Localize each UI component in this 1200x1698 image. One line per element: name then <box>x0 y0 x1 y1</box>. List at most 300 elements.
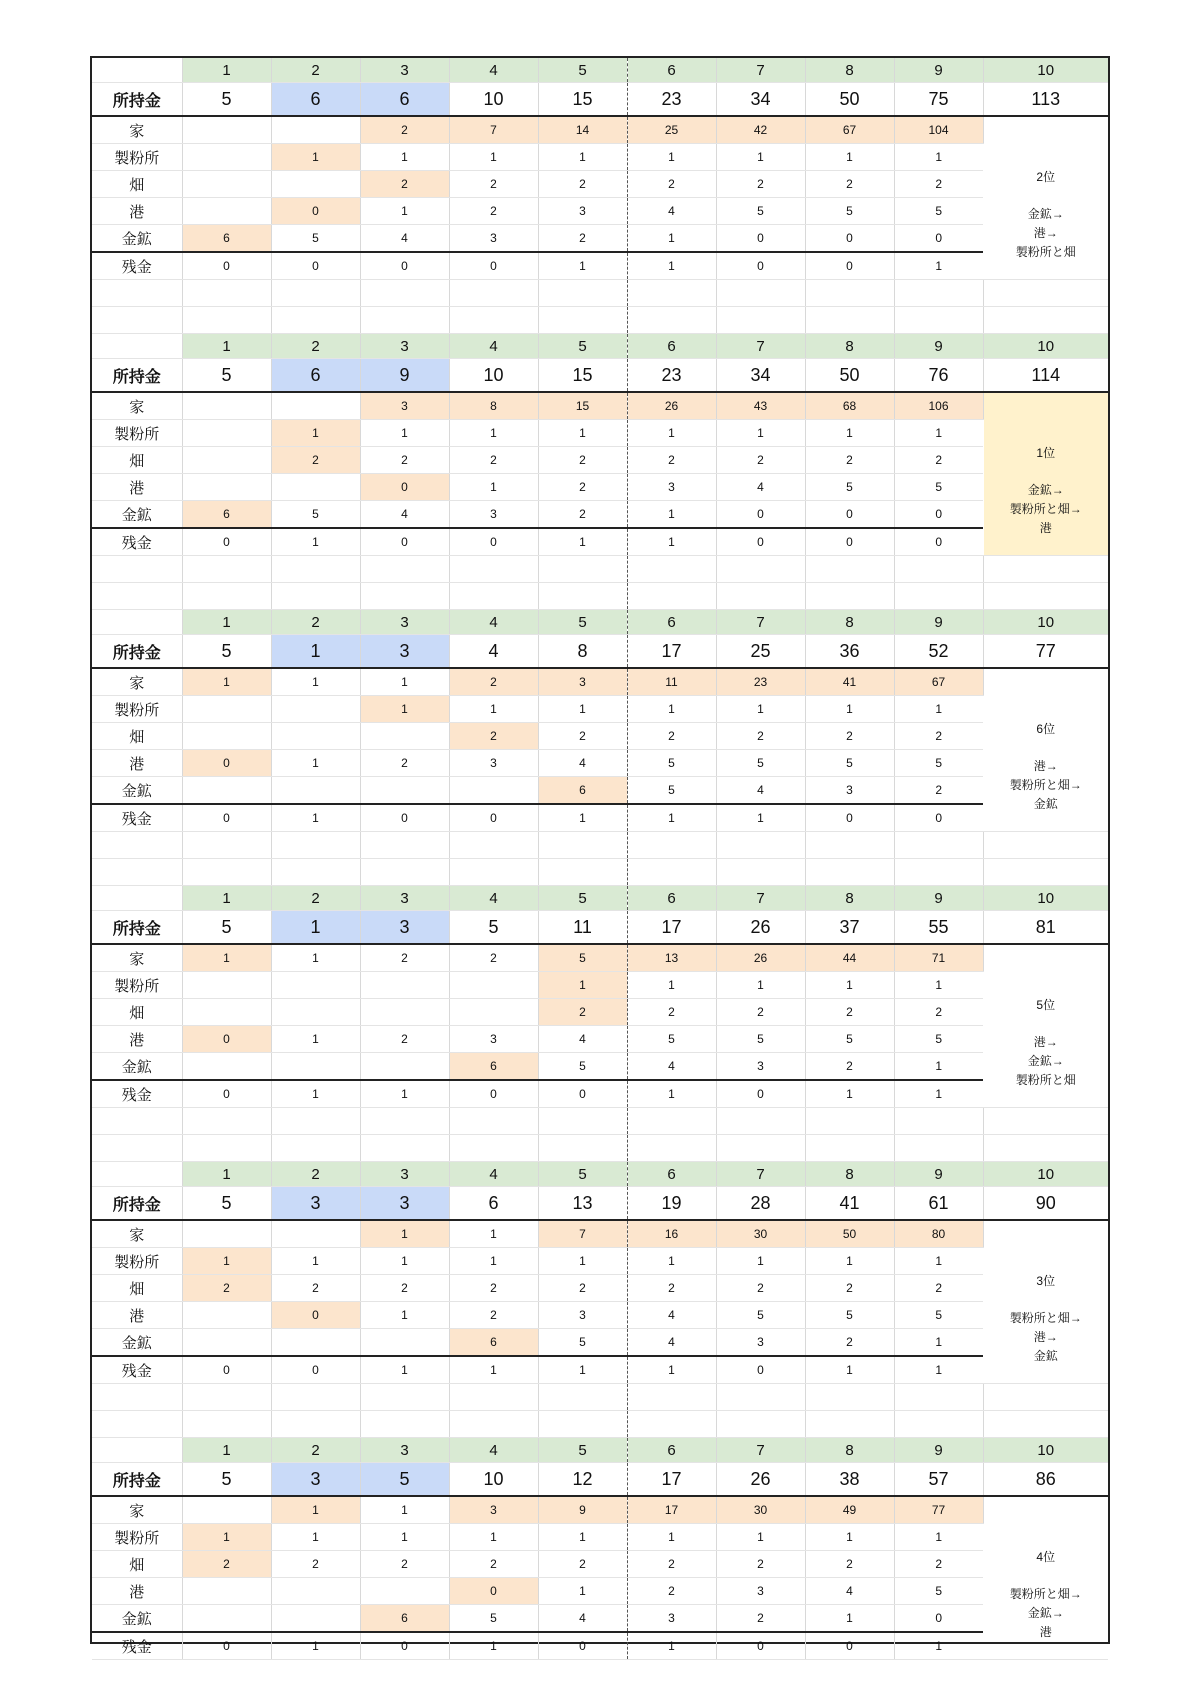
money-value: 36 <box>805 635 894 669</box>
row-balance <box>92 1356 1108 1384</box>
value-cell: 1 <box>627 528 716 556</box>
row-field <box>92 447 1108 474</box>
value-cell: 1 <box>538 420 627 447</box>
value-cell <box>271 1605 360 1633</box>
value-cell: 0 <box>805 501 894 529</box>
money-value: 4 <box>449 635 538 669</box>
value-cell <box>182 1605 271 1633</box>
value-cell: 13 <box>627 944 716 972</box>
row-label: 金鉱 <box>92 1605 182 1633</box>
ranking-summary-cell <box>983 1220 1108 1384</box>
turn-number: 2 <box>271 1438 360 1463</box>
turn-number: 10 <box>983 334 1108 359</box>
value-cell <box>182 1578 271 1605</box>
value-cell: 1 <box>627 501 716 529</box>
money-row <box>92 911 1108 945</box>
value-cell: 2 <box>360 1275 449 1302</box>
value-cell <box>182 420 271 447</box>
value-cell: 3 <box>716 1053 805 1081</box>
empty-cell <box>538 832 627 859</box>
money-row <box>92 83 1108 117</box>
value-cell: 1 <box>271 420 360 447</box>
build-order-step: 港 <box>1039 521 1052 535</box>
value-cell: 2 <box>894 171 983 198</box>
value-cell: 1 <box>271 944 360 972</box>
value-cell: 23 <box>716 668 805 696</box>
value-cell: 3 <box>805 777 894 805</box>
money-label: 所持金 <box>92 911 182 945</box>
turn-number: 7 <box>716 58 805 83</box>
empty-cell <box>627 1411 716 1438</box>
rank-label: 1位 <box>1036 446 1056 460</box>
value-cell: 2 <box>538 1551 627 1578</box>
value-cell: 6 <box>538 777 627 805</box>
value-cell <box>360 1329 449 1357</box>
empty-cell <box>271 1108 360 1135</box>
value-cell <box>182 723 271 750</box>
value-cell: 4 <box>716 777 805 805</box>
empty-cell <box>538 1108 627 1135</box>
value-cell: 1 <box>360 1302 449 1329</box>
row-mine <box>92 777 1108 805</box>
value-cell: 2 <box>716 447 805 474</box>
empty-cell <box>449 583 538 610</box>
row-label: 家 <box>92 1496 182 1524</box>
row-label: 畑 <box>92 171 182 198</box>
value-cell <box>360 1053 449 1081</box>
money-value: 6 <box>271 83 360 117</box>
value-cell: 3 <box>449 501 538 529</box>
spacer-row <box>92 1108 1108 1135</box>
empty-cell <box>627 1384 716 1411</box>
value-cell: 6 <box>182 225 271 253</box>
turn-number: 1 <box>182 610 271 635</box>
empty-cell <box>627 583 716 610</box>
value-cell: 43 <box>716 392 805 420</box>
value-cell: 2 <box>449 944 538 972</box>
value-cell <box>271 1220 360 1248</box>
money-value: 5 <box>182 1463 271 1497</box>
build-order-step: 製粉所と畑→ <box>1009 778 1082 792</box>
value-cell: 1 <box>449 474 538 501</box>
turn-number: 6 <box>627 1162 716 1187</box>
value-cell <box>182 1302 271 1329</box>
empty-cell <box>92 1411 182 1438</box>
value-cell: 0 <box>360 474 449 501</box>
value-cell: 1 <box>182 944 271 972</box>
value-cell: 2 <box>716 723 805 750</box>
value-cell: 2 <box>894 1551 983 1578</box>
value-cell <box>360 972 449 999</box>
value-cell: 15 <box>538 392 627 420</box>
value-cell: 6 <box>449 1329 538 1357</box>
empty-cell <box>627 1135 716 1162</box>
empty-cell <box>182 583 271 610</box>
turn-number: 10 <box>983 58 1108 83</box>
value-cell: 5 <box>271 225 360 253</box>
value-cell: 1 <box>538 1578 627 1605</box>
value-cell: 5 <box>716 750 805 777</box>
empty-cell <box>92 1135 182 1162</box>
value-cell: 8 <box>449 392 538 420</box>
value-cell: 1 <box>271 528 360 556</box>
value-cell: 1 <box>360 1080 449 1108</box>
empty-cell <box>182 1108 271 1135</box>
value-cell: 3 <box>627 474 716 501</box>
value-cell: 0 <box>182 252 271 280</box>
empty-cell <box>271 1411 360 1438</box>
value-cell <box>182 1496 271 1524</box>
value-cell: 2 <box>360 944 449 972</box>
empty-cell <box>360 1108 449 1135</box>
spreadsheet-page <box>90 56 1110 1656</box>
value-cell: 2 <box>449 171 538 198</box>
value-cell: 1 <box>538 1248 627 1275</box>
money-value: 3 <box>360 911 449 945</box>
value-cell <box>182 1053 271 1081</box>
money-value: 75 <box>894 83 983 117</box>
money-value: 15 <box>538 359 627 393</box>
value-cell: 1 <box>627 1356 716 1384</box>
empty-cell <box>716 1108 805 1135</box>
turn-number: 1 <box>182 1438 271 1463</box>
value-cell <box>182 171 271 198</box>
money-value: 25 <box>716 635 805 669</box>
empty-cell <box>182 307 271 334</box>
empty-cell <box>271 1135 360 1162</box>
rank-label: 5位 <box>1036 998 1056 1012</box>
empty-cell <box>894 1384 983 1411</box>
value-cell <box>360 999 449 1026</box>
simulation-block-6 <box>92 1438 1108 1660</box>
empty-cell <box>449 1108 538 1135</box>
value-cell <box>449 777 538 805</box>
value-cell: 2 <box>805 1275 894 1302</box>
empty-cell <box>182 280 271 307</box>
value-cell: 2 <box>805 171 894 198</box>
empty-cell <box>360 280 449 307</box>
value-cell: 5 <box>716 1302 805 1329</box>
row-field <box>92 723 1108 750</box>
turn-number: 7 <box>716 334 805 359</box>
turn-number: 5 <box>538 334 627 359</box>
build-order-step: 港→ <box>1033 226 1058 240</box>
value-cell: 5 <box>894 474 983 501</box>
value-cell: 1 <box>716 144 805 171</box>
value-cell: 68 <box>805 392 894 420</box>
value-cell: 2 <box>360 1026 449 1053</box>
value-cell: 2 <box>360 1551 449 1578</box>
turn-number: 8 <box>805 58 894 83</box>
row-balance <box>92 528 1108 556</box>
value-cell: 4 <box>360 225 449 253</box>
money-value: 13 <box>538 1187 627 1221</box>
value-cell: 3 <box>716 1329 805 1357</box>
value-cell <box>182 696 271 723</box>
money-row <box>92 1187 1108 1221</box>
money-label: 所持金 <box>92 1187 182 1221</box>
build-order-step: 港→ <box>1033 759 1058 773</box>
value-cell <box>271 474 360 501</box>
empty-cell <box>894 280 983 307</box>
value-cell: 2 <box>360 447 449 474</box>
value-cell <box>182 198 271 225</box>
value-cell: 80 <box>894 1220 983 1248</box>
empty-cell <box>894 859 983 886</box>
row-label: 港 <box>92 750 182 777</box>
value-cell: 2 <box>894 447 983 474</box>
empty-cell <box>983 1135 1108 1162</box>
money-row <box>92 359 1108 393</box>
value-cell: 0 <box>182 1632 271 1660</box>
turn-number: 3 <box>360 886 449 911</box>
empty-cell <box>983 1411 1108 1438</box>
empty-cell <box>716 556 805 583</box>
row-field <box>92 171 1108 198</box>
money-value: 5 <box>360 1463 449 1497</box>
turn-number: 2 <box>271 334 360 359</box>
empty-cell <box>627 556 716 583</box>
value-cell: 0 <box>894 1605 983 1633</box>
ranking-summary-cell <box>983 668 1108 832</box>
row-label: 家 <box>92 668 182 696</box>
value-cell: 2 <box>538 225 627 253</box>
value-cell: 1 <box>805 1080 894 1108</box>
value-cell: 42 <box>716 116 805 144</box>
value-cell: 1 <box>627 252 716 280</box>
value-cell: 1 <box>449 1220 538 1248</box>
value-cell: 77 <box>894 1496 983 1524</box>
empty-cell <box>449 1411 538 1438</box>
money-value: 5 <box>182 911 271 945</box>
value-cell: 0 <box>182 1026 271 1053</box>
empty-cell <box>449 859 538 886</box>
value-cell: 1 <box>627 1080 716 1108</box>
money-value: 52 <box>894 635 983 669</box>
value-cell <box>271 777 360 805</box>
turn-number: 10 <box>983 1438 1108 1463</box>
row-mill <box>92 972 1108 999</box>
money-value: 5 <box>182 1187 271 1221</box>
row-balance <box>92 252 1108 280</box>
empty-cell <box>894 1108 983 1135</box>
value-cell: 1 <box>449 1356 538 1384</box>
value-cell <box>271 116 360 144</box>
value-cell: 2 <box>538 501 627 529</box>
spacer-row <box>92 280 1108 307</box>
corner-cell <box>92 1162 182 1187</box>
turn-number: 9 <box>894 334 983 359</box>
empty-cell <box>983 280 1108 307</box>
turn-number: 3 <box>360 610 449 635</box>
row-label: 製粉所 <box>92 972 182 999</box>
turn-number: 4 <box>449 610 538 635</box>
corner-cell <box>92 610 182 635</box>
value-cell: 2 <box>360 116 449 144</box>
value-cell: 104 <box>894 116 983 144</box>
turn-number: 7 <box>716 610 805 635</box>
money-value: 10 <box>449 1463 538 1497</box>
value-cell: 17 <box>627 1496 716 1524</box>
empty-cell <box>716 583 805 610</box>
empty-cell <box>983 556 1108 583</box>
value-cell: 0 <box>449 252 538 280</box>
turn-number: 8 <box>805 886 894 911</box>
empty-cell <box>538 1411 627 1438</box>
value-cell: 0 <box>449 1578 538 1605</box>
empty-cell <box>182 859 271 886</box>
money-value: 5 <box>182 83 271 117</box>
value-cell: 1 <box>360 1356 449 1384</box>
row-label: 港 <box>92 198 182 225</box>
value-cell: 1 <box>360 668 449 696</box>
value-cell: 0 <box>271 252 360 280</box>
money-label: 所持金 <box>92 635 182 669</box>
money-label: 所持金 <box>92 359 182 393</box>
money-value: 17 <box>627 911 716 945</box>
empty-cell <box>271 1384 360 1411</box>
value-cell: 4 <box>360 501 449 529</box>
money-value: 50 <box>805 83 894 117</box>
value-cell <box>182 144 271 171</box>
turn-number: 4 <box>449 1162 538 1187</box>
turn-header-row <box>92 58 1108 83</box>
empty-cell <box>627 1108 716 1135</box>
turn-number: 3 <box>360 1162 449 1187</box>
row-port <box>92 1302 1108 1329</box>
value-cell: 1 <box>627 225 716 253</box>
simulation-block-4 <box>92 886 1108 1162</box>
value-cell: 1 <box>360 1248 449 1275</box>
value-cell: 5 <box>805 474 894 501</box>
value-cell: 2 <box>449 668 538 696</box>
row-label: 畑 <box>92 447 182 474</box>
value-cell: 2 <box>716 1275 805 1302</box>
row-house <box>92 1496 1108 1524</box>
value-cell: 1 <box>271 1632 360 1660</box>
spacer-row <box>92 859 1108 886</box>
value-cell: 0 <box>805 252 894 280</box>
value-cell: 2 <box>538 171 627 198</box>
spacer-row <box>92 832 1108 859</box>
empty-cell <box>894 1135 983 1162</box>
value-cell: 1 <box>271 1248 360 1275</box>
money-value: 10 <box>449 359 538 393</box>
value-cell: 5 <box>627 750 716 777</box>
turn-number: 2 <box>271 886 360 911</box>
corner-cell <box>92 58 182 83</box>
value-cell: 5 <box>894 1026 983 1053</box>
row-balance <box>92 1080 1108 1108</box>
value-cell: 5 <box>627 1026 716 1053</box>
value-cell: 26 <box>716 944 805 972</box>
empty-cell <box>360 832 449 859</box>
value-cell: 1 <box>716 420 805 447</box>
value-cell: 2 <box>894 999 983 1026</box>
row-mine <box>92 1605 1108 1633</box>
value-cell: 0 <box>182 528 271 556</box>
empty-cell <box>360 307 449 334</box>
value-cell <box>182 999 271 1026</box>
value-cell <box>271 972 360 999</box>
value-cell: 0 <box>360 252 449 280</box>
row-label: 畑 <box>92 1551 182 1578</box>
value-cell: 6 <box>360 1605 449 1633</box>
ranking-summary-cell <box>983 392 1108 556</box>
row-balance <box>92 804 1108 832</box>
value-cell: 0 <box>271 1356 360 1384</box>
value-cell: 1 <box>360 198 449 225</box>
turn-number: 5 <box>538 1438 627 1463</box>
empty-cell <box>538 859 627 886</box>
empty-cell <box>627 832 716 859</box>
empty-cell <box>182 556 271 583</box>
money-value: 114 <box>983 359 1108 393</box>
turn-number: 3 <box>360 58 449 83</box>
row-mill <box>92 1248 1108 1275</box>
empty-cell <box>360 859 449 886</box>
empty-cell <box>360 1135 449 1162</box>
money-value: 3 <box>360 1187 449 1221</box>
row-mill <box>92 1524 1108 1551</box>
value-cell: 5 <box>716 1026 805 1053</box>
empty-cell <box>983 832 1108 859</box>
value-cell: 2 <box>894 723 983 750</box>
empty-cell <box>983 307 1108 334</box>
empty-cell <box>538 556 627 583</box>
build-order-step: 港 <box>1039 1625 1052 1639</box>
value-cell: 3 <box>449 1026 538 1053</box>
empty-cell <box>449 1135 538 1162</box>
value-cell: 2 <box>894 1275 983 1302</box>
turn-number: 5 <box>538 58 627 83</box>
value-cell: 3 <box>716 1578 805 1605</box>
row-label: 畑 <box>92 723 182 750</box>
value-cell: 6 <box>449 1053 538 1081</box>
empty-cell <box>271 832 360 859</box>
turn-number: 8 <box>805 1162 894 1187</box>
money-value: 15 <box>538 83 627 117</box>
value-cell: 16 <box>627 1220 716 1248</box>
value-cell: 1 <box>805 696 894 723</box>
value-cell: 2 <box>538 474 627 501</box>
empty-cell <box>182 832 271 859</box>
empty-cell <box>894 1411 983 1438</box>
money-value: 28 <box>716 1187 805 1221</box>
value-cell: 2 <box>538 447 627 474</box>
empty-cell <box>92 307 182 334</box>
turn-number: 3 <box>360 334 449 359</box>
value-cell: 2 <box>449 1275 538 1302</box>
money-value: 19 <box>627 1187 716 1221</box>
empty-cell <box>805 556 894 583</box>
value-cell: 1 <box>716 972 805 999</box>
turn-header-row <box>92 610 1108 635</box>
empty-cell <box>894 583 983 610</box>
value-cell: 1 <box>627 1524 716 1551</box>
value-cell: 2 <box>360 750 449 777</box>
value-cell: 67 <box>805 116 894 144</box>
value-cell: 2 <box>805 723 894 750</box>
value-cell <box>182 392 271 420</box>
value-cell: 1 <box>449 1524 538 1551</box>
value-cell: 2 <box>538 1275 627 1302</box>
build-order-step: 金鉱 <box>1033 1349 1058 1363</box>
empty-cell <box>92 1108 182 1135</box>
row-label: 製粉所 <box>92 1524 182 1551</box>
empty-cell <box>627 859 716 886</box>
value-cell <box>271 392 360 420</box>
